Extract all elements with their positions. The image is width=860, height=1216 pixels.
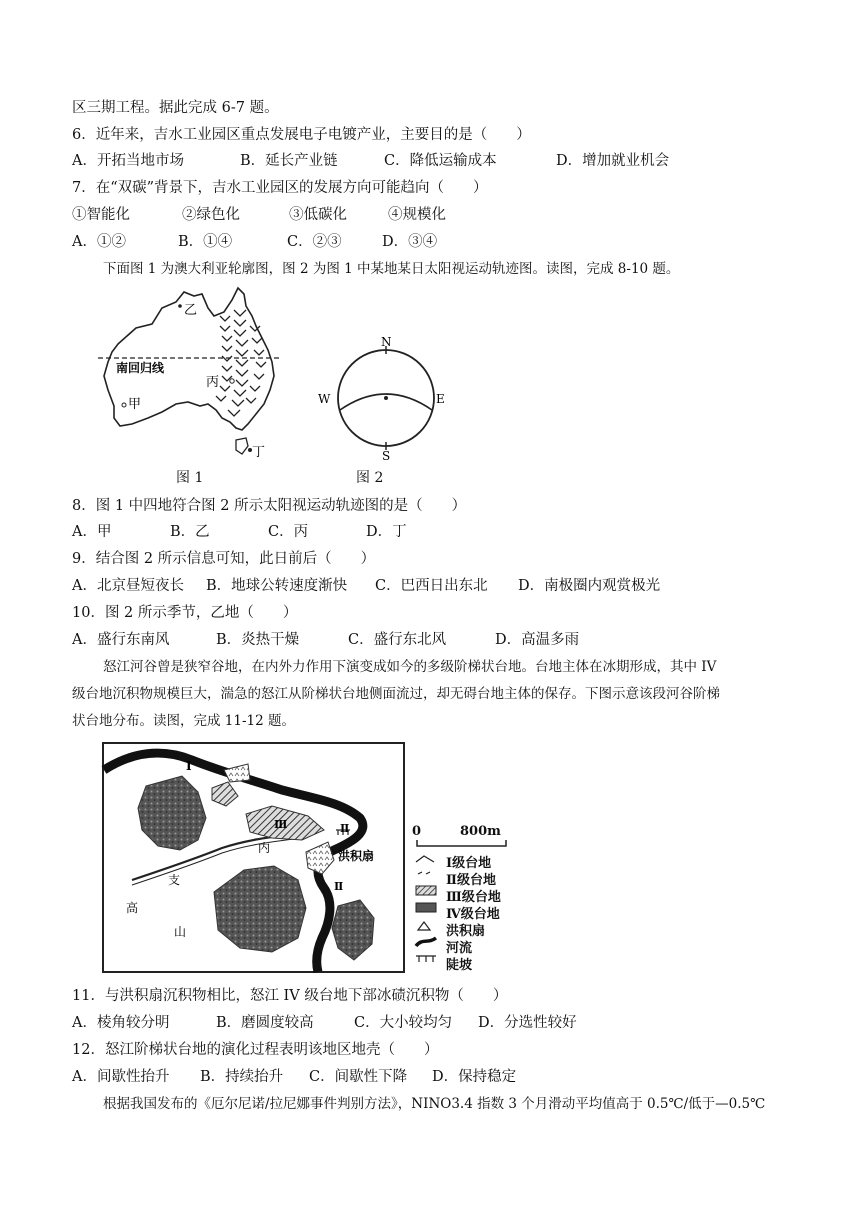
place-ding-dot (248, 448, 252, 452)
legend-label: Ⅰ级台地 (446, 856, 492, 871)
place-yi-dot (178, 304, 182, 308)
legend-ii-symbol (418, 872, 430, 874)
q9-option-c[interactable]: C．巴西日出东北 (375, 578, 488, 594)
passage-enso: 根据我国发布的《厄尔尼诺/拉尼娜事件判别方法》，NINO3.4 指数 3 个月滑动平均值高于 0.5℃/低于—0.5℃ (103, 1096, 766, 1112)
q10-option-c[interactable]: C．盛行东北风 (348, 632, 447, 648)
q6-stem: 6．近年来，吉水工业园区重点发展电子电镀产业，主要目的是（ ） (72, 127, 531, 143)
q7-option-b[interactable]: B．①④ (178, 234, 233, 250)
passage-11-12-line-3: 状台地分布。读图，完成 11-12 题。 (72, 713, 296, 729)
legend-fan-symbol (418, 922, 430, 930)
legend-label: 河流 (446, 941, 473, 956)
q8-option-d[interactable]: D．丁 (366, 524, 407, 540)
q9-option-b[interactable]: B．地球公转速度渐快 (206, 578, 348, 594)
legend-iv-symbol (416, 903, 436, 912)
label-gao: 高 (126, 901, 139, 915)
q9-option-d[interactable]: D．南极圈内观赏极光 (518, 578, 661, 594)
q12-option-c[interactable]: C．间歇性下降 (309, 1069, 408, 1085)
q7-item: ②绿色化 (182, 207, 240, 223)
q7-item: ④规模化 (388, 207, 446, 223)
q11-option-d[interactable]: D．分选性较好 (478, 1015, 577, 1031)
q6-option-a[interactable]: A．开拓当地市场 (72, 153, 184, 169)
place-bing: 丙 (206, 375, 220, 390)
label-i: I (186, 759, 192, 773)
intro-tail: 区三期工程。据此完成 6-7 题。 (72, 100, 279, 116)
scale-zero: 0 (412, 824, 422, 839)
q8-stem: 8．图 1 中四地符合图 2 所示太阳视运动轨迹图的是（ ） (72, 498, 467, 514)
figure-1-australia-map (96, 286, 286, 458)
legend-slope-symbol (416, 956, 436, 962)
label-s: S (382, 449, 391, 463)
legend-i-symbol (416, 856, 434, 862)
legend-label: 洪积扇 (446, 924, 486, 939)
figure-2-caption: 图 2 (356, 470, 384, 486)
label-shan: 山 (174, 925, 187, 939)
legend-label: Ⅱ级台地 (446, 873, 496, 888)
q8-option-c[interactable]: C．丙 (268, 524, 309, 540)
figure-2-sun-path (316, 335, 456, 463)
q9-stem: 9．结合图 2 所示信息可知，此日前后（ ） (72, 551, 376, 567)
tropic-label: 南回归线 (116, 361, 165, 375)
q12-option-d[interactable]: D．保持稳定 (432, 1069, 517, 1085)
passage-11-12-line-2: 级台地沉积物规模巨大，湍急的怒江从阶梯状台地侧面流过，却无碍台地主体的保存。下图示意该段河谷阶梯 (72, 686, 720, 702)
label-ii-b: Ⅱ (334, 880, 344, 893)
label-w: W (318, 392, 331, 406)
label-iii: Ⅲ (274, 818, 288, 831)
q7-option-a[interactable]: A．①② (72, 234, 126, 250)
q7-item: ③低碳化 (289, 207, 347, 223)
q12-option-b[interactable]: B．持续抬升 (200, 1069, 284, 1085)
legend-symbols (414, 852, 440, 972)
q10-stem: 10．图 2 所示季节，乙地（ ） (72, 605, 298, 621)
legend-label: Ⅳ级台地 (446, 907, 500, 922)
q6-option-c[interactable]: C．降低运输成本 (384, 153, 497, 169)
q7-item: ①智能化 (72, 207, 130, 223)
q11-option-a[interactable]: A．棱角较分明 (72, 1015, 170, 1031)
legend-label: Ⅲ级台地 (446, 890, 501, 905)
label-n: N (381, 335, 392, 349)
place-ding: 丁 (252, 445, 266, 460)
legend-river-symbol (416, 938, 436, 946)
place-jia: 甲 (128, 397, 142, 412)
q12-stem: 12．怒江阶梯状台地的演化过程表明该地区地壳（ ） (72, 1042, 439, 1058)
q10-option-b[interactable]: B．炎热干燥 (216, 632, 300, 648)
q11-option-b[interactable]: B．磨圆度较高 (216, 1015, 314, 1031)
q7-stem: 7．在“双碳”背景下，吉水工业园区的发展方向可能趋向（ ） (72, 180, 488, 196)
label-zhi: 支 (168, 873, 181, 887)
label-nei: 内 (258, 841, 271, 855)
scale-distance: 800m (460, 824, 501, 839)
q8-option-a[interactable]: A．甲 (72, 524, 112, 540)
q7-option-c[interactable]: C．②③ (287, 234, 342, 250)
label-fan: 洪积扇 (338, 849, 375, 863)
legend-iii-symbol (416, 886, 436, 895)
q7-option-d[interactable]: D．③④ (382, 234, 438, 250)
q8-option-b[interactable]: B．乙 (170, 524, 210, 540)
passage-11-12-line-1: 怒江河谷曾是狭窄谷地，在内外力作用下演变成如今的多级阶梯状台地。台地主体在冰期形成，其中 IV (103, 659, 717, 675)
label-ii-a: Ⅱ (340, 822, 350, 835)
place-yi: 乙 (184, 303, 198, 318)
observer-dot (384, 396, 388, 400)
figure-3-terrace-map (102, 742, 406, 974)
q6-option-d[interactable]: D．增加就业机会 (556, 153, 670, 169)
q9-option-a[interactable]: A．北京昼短夜长 (72, 578, 184, 594)
figure-1-caption: 图 1 (176, 470, 204, 486)
q10-option-d[interactable]: D．高温多雨 (495, 632, 580, 648)
passage-8-10: 下面图 1 为澳大利亚轮廓图，图 2 为图 1 中某地某日太阳视运动轨迹图。读图，完成 8-10 题。 (103, 261, 680, 277)
legend-label: 陡坡 (446, 958, 473, 973)
scale-bar (416, 840, 508, 848)
q11-option-c[interactable]: C．大小较均匀 (354, 1015, 453, 1031)
label-e: E (436, 392, 445, 406)
q10-option-a[interactable]: A．盛行东南风 (72, 632, 170, 648)
q11-stem: 11．与洪积扇沉积物相比，怒江 IV 级台地下部冰碛沉积物（ ） (72, 988, 508, 1004)
q12-option-a[interactable]: A．间歇性抬升 (72, 1069, 170, 1085)
q6-option-b[interactable]: B．延长产业链 (240, 153, 338, 169)
tasmania (236, 438, 248, 454)
